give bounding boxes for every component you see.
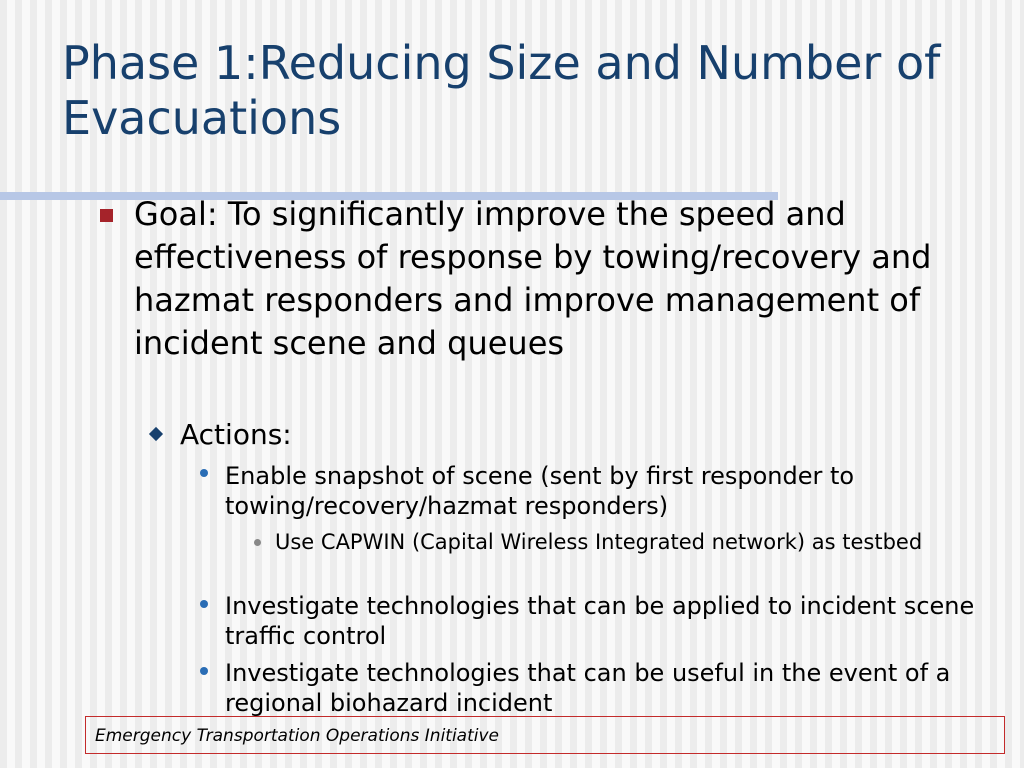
sub-action-item: Use CAPWIN (Capital Wireless Integrated network) as testbed xyxy=(275,530,923,554)
action-item: Investigate technologies that can be useful in the event of a regional biohazard incident xyxy=(225,659,951,717)
action-item: Investigate technologies that can be applied to incident scene traffic control xyxy=(225,592,975,650)
diamond-bullet-icon xyxy=(149,427,163,441)
square-bullet-icon xyxy=(100,209,113,222)
dot-bullet-icon xyxy=(200,469,208,477)
footer-text: Emergency Transportation Operations Initiative xyxy=(95,726,500,746)
small-dot-bullet-icon xyxy=(254,539,261,546)
dot-bullet-icon xyxy=(200,600,208,608)
goal-text: Goal: To significantly improve the speed and effectiveness of response by towing/recovery and hazmat responders and improve management of incident scene and queues xyxy=(134,195,932,362)
footer xyxy=(85,716,1005,754)
action-item: Enable snapshot of scene (sent by first responder to towing/recovery/hazmat responders) xyxy=(225,462,855,520)
dot-bullet-icon xyxy=(200,667,208,675)
slide-title: Phase 1:Reducing Size and Number of Evacuations xyxy=(62,36,941,145)
actions-label: Actions: xyxy=(180,418,292,451)
